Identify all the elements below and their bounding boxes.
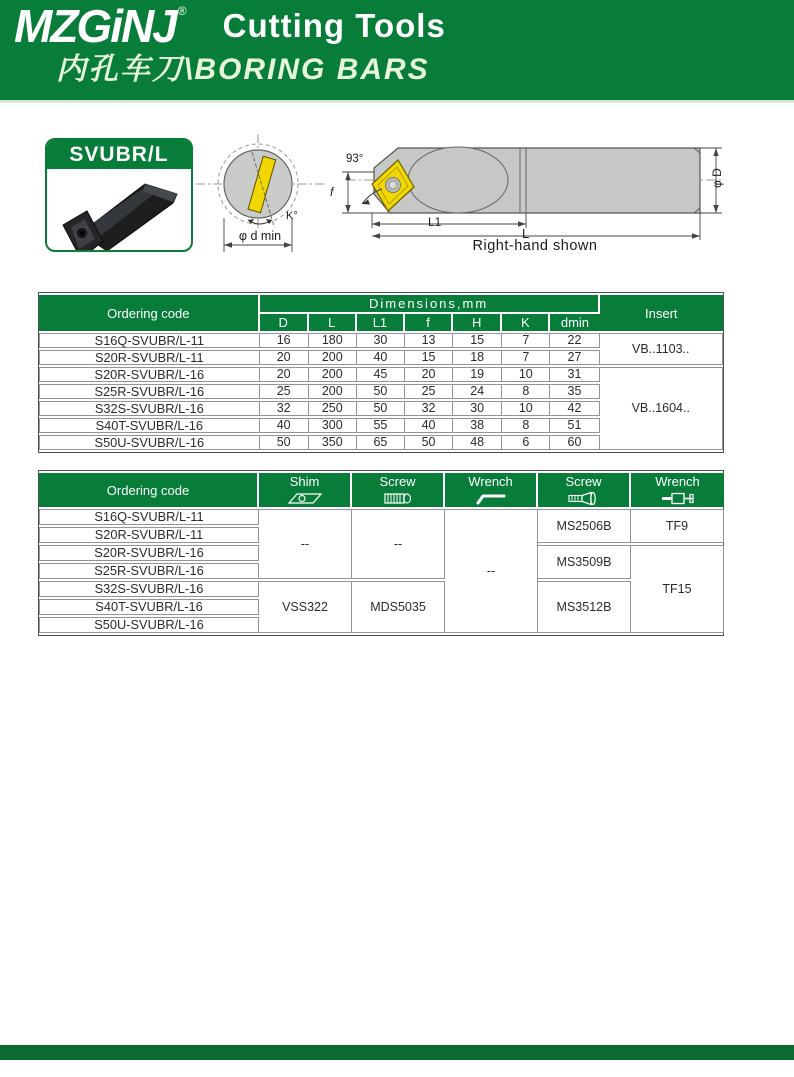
drawing-caption: Right-hand shown	[472, 238, 598, 254]
footer-bar	[0, 1045, 794, 1060]
ordering-code-cell: S16Q-SVUBR/L-11	[39, 333, 260, 348]
dim-cell: 200	[309, 384, 357, 399]
shim-cell: --	[259, 509, 352, 579]
dim-cell: 60	[550, 435, 599, 450]
screw-label: Screw	[379, 474, 416, 489]
dim-cell: 20	[405, 367, 453, 382]
dim-cell: 20	[260, 350, 309, 365]
dim-cell: 200	[309, 350, 357, 365]
ordering-code-cell: S20R-SVUBR/L-16	[39, 367, 260, 382]
dim-cell: 50	[357, 401, 405, 416]
dim-label-93deg: 93°	[346, 153, 364, 165]
col-ordering-code: Ordering code	[39, 295, 260, 331]
wrench-label: Wrench	[655, 474, 700, 489]
wrench-torx-cell: TF9	[631, 509, 724, 543]
dim-cell: 7	[502, 333, 550, 348]
product-model-label: SVUBR/L	[47, 140, 191, 169]
col-dimensions: Dimensions,mm	[260, 295, 600, 312]
ordering-code-cell: S16Q-SVUBR/L-11	[39, 509, 259, 525]
dim-cell: 7	[502, 350, 550, 365]
dim-cell: 8	[502, 418, 550, 433]
dim-cell: 31	[550, 367, 599, 382]
col-f: f	[405, 314, 453, 331]
dim-cell: 24	[453, 384, 502, 399]
table-header-row	[39, 473, 724, 507]
ordering-code-cell: S25R-SVUBR/L-16	[39, 384, 260, 399]
shim-icon	[287, 490, 323, 506]
dim-label-phi-d: φ D	[710, 168, 724, 188]
col-screw-clamp	[538, 473, 631, 507]
dim-cell: 13	[405, 333, 453, 348]
screw-clamp-cell: MS3509B	[538, 545, 631, 579]
ordering-code-cell: S40T-SVUBR/L-16	[39, 418, 260, 433]
dim-cell: 65	[357, 435, 405, 450]
ordering-code-cell: S20R-SVUBR/L-11	[39, 350, 260, 365]
shim-label: Shim	[289, 474, 320, 489]
dim-cell: 10	[502, 401, 550, 416]
ordering-code-cell: S32S-SVUBR/L-16	[39, 401, 260, 416]
dim-cell: 6	[502, 435, 550, 450]
wrench-label: Wrench	[468, 474, 513, 489]
dim-cell: 38	[453, 418, 502, 433]
dim-cell: 20	[260, 367, 309, 382]
ordering-code-cell: S25R-SVUBR/L-16	[39, 563, 259, 579]
wrench-hex-cell: --	[445, 509, 538, 633]
screw-label: Screw	[565, 474, 602, 489]
col-dmin: dmin	[550, 314, 599, 331]
col-l1: L1	[357, 314, 405, 331]
page-header	[0, 0, 794, 103]
ordering-code-cell: S20R-SVUBR/L-16	[39, 545, 259, 561]
brand-tagline: Cutting Tools	[222, 7, 446, 44]
dimensions-table-frame	[38, 292, 724, 453]
col-h: H	[453, 314, 502, 331]
registered-mark: ®	[177, 4, 187, 18]
shim-cell: VSS322	[259, 581, 352, 633]
dim-cell: 350	[309, 435, 357, 450]
torx-screw-icon	[566, 490, 602, 506]
dim-label-phi-d-min: φ d min	[238, 229, 282, 243]
table-header-row	[39, 295, 723, 312]
torque-wrench-icon	[660, 490, 696, 506]
brand-row	[14, 2, 446, 50]
accessories-table-frame	[38, 470, 724, 636]
col-wrench-torx	[631, 473, 724, 507]
grub-screw-icon	[380, 490, 416, 506]
dim-cell: 15	[405, 350, 453, 365]
dim-cell: 48	[453, 435, 502, 450]
col-d: D	[260, 314, 309, 331]
insert-cell: VB..1103..	[600, 333, 723, 365]
dim-label-k: K°	[286, 210, 298, 222]
screw-front-cell: --	[352, 509, 445, 579]
dim-cell: 40	[260, 418, 309, 433]
dim-cell: 30	[453, 401, 502, 416]
dim-cell: 25	[405, 384, 453, 399]
col-l: L	[309, 314, 357, 331]
table-row	[39, 509, 724, 525]
dim-cell: 25	[260, 384, 309, 399]
dim-cell: 32	[405, 401, 453, 416]
col-insert: Insert	[600, 295, 723, 331]
accessories-table	[39, 471, 724, 635]
dim-cell: 50	[357, 384, 405, 399]
screw-front-cell: MDS5035	[352, 581, 445, 633]
dim-label-f: f	[330, 185, 334, 199]
insert-cell: VB..1604..	[600, 367, 723, 450]
dimensions-table	[39, 293, 723, 452]
col-screw-front	[352, 473, 445, 507]
dim-cell: 42	[550, 401, 599, 416]
dim-cell: 16	[260, 333, 309, 348]
dim-cell: 180	[309, 333, 357, 348]
dim-cell: 55	[357, 418, 405, 433]
screw-clamp-cell: MS3512B	[538, 581, 631, 633]
dim-cell: 32	[260, 401, 309, 416]
table-row	[39, 333, 723, 348]
dim-cell: 10	[502, 367, 550, 382]
ordering-code-cell: S40T-SVUBR/L-16	[39, 599, 259, 615]
dim-cell: 40	[405, 418, 453, 433]
dim-label-l: L	[522, 226, 530, 241]
dim-cell: 22	[550, 333, 599, 348]
col-shim	[259, 473, 352, 507]
dim-cell: 30	[357, 333, 405, 348]
dim-cell: 51	[550, 418, 599, 433]
page-title: 内孔车刀\BORING BARS	[56, 53, 430, 86]
ordering-code-cell: S20R-SVUBR/L-11	[39, 527, 259, 543]
ordering-code-cell: S50U-SVUBR/L-16	[39, 617, 259, 633]
col-wrench-hex	[445, 473, 538, 507]
dim-cell: 300	[309, 418, 357, 433]
brand-logo: MZGiNJ	[14, 0, 176, 52]
dim-cell: 27	[550, 350, 599, 365]
col-ordering-code: Ordering code	[39, 473, 259, 507]
dim-label-l1: L1	[428, 215, 442, 229]
dim-cell: 50	[260, 435, 309, 450]
dim-cell: 45	[357, 367, 405, 382]
wrench-torx-cell: TF15	[631, 545, 724, 633]
table-row	[39, 367, 723, 382]
hex-wrench-icon	[473, 490, 509, 506]
ordering-code-cell: S50U-SVUBR/L-16	[39, 435, 260, 450]
screw-clamp-cell: MS2506B	[538, 509, 631, 543]
dim-cell: 50	[405, 435, 453, 450]
ordering-code-cell: S32S-SVUBR/L-16	[39, 581, 259, 597]
dim-cell: 40	[357, 350, 405, 365]
dim-cell: 19	[453, 367, 502, 382]
dim-cell: 15	[453, 333, 502, 348]
dim-cell: 200	[309, 367, 357, 382]
dim-cell: 8	[502, 384, 550, 399]
product-photo	[47, 169, 191, 250]
table-row	[39, 581, 724, 597]
dim-cell: 35	[550, 384, 599, 399]
dim-cell: 18	[453, 350, 502, 365]
col-k: K	[502, 314, 550, 331]
dim-cell: 250	[309, 401, 357, 416]
product-card	[45, 138, 193, 252]
